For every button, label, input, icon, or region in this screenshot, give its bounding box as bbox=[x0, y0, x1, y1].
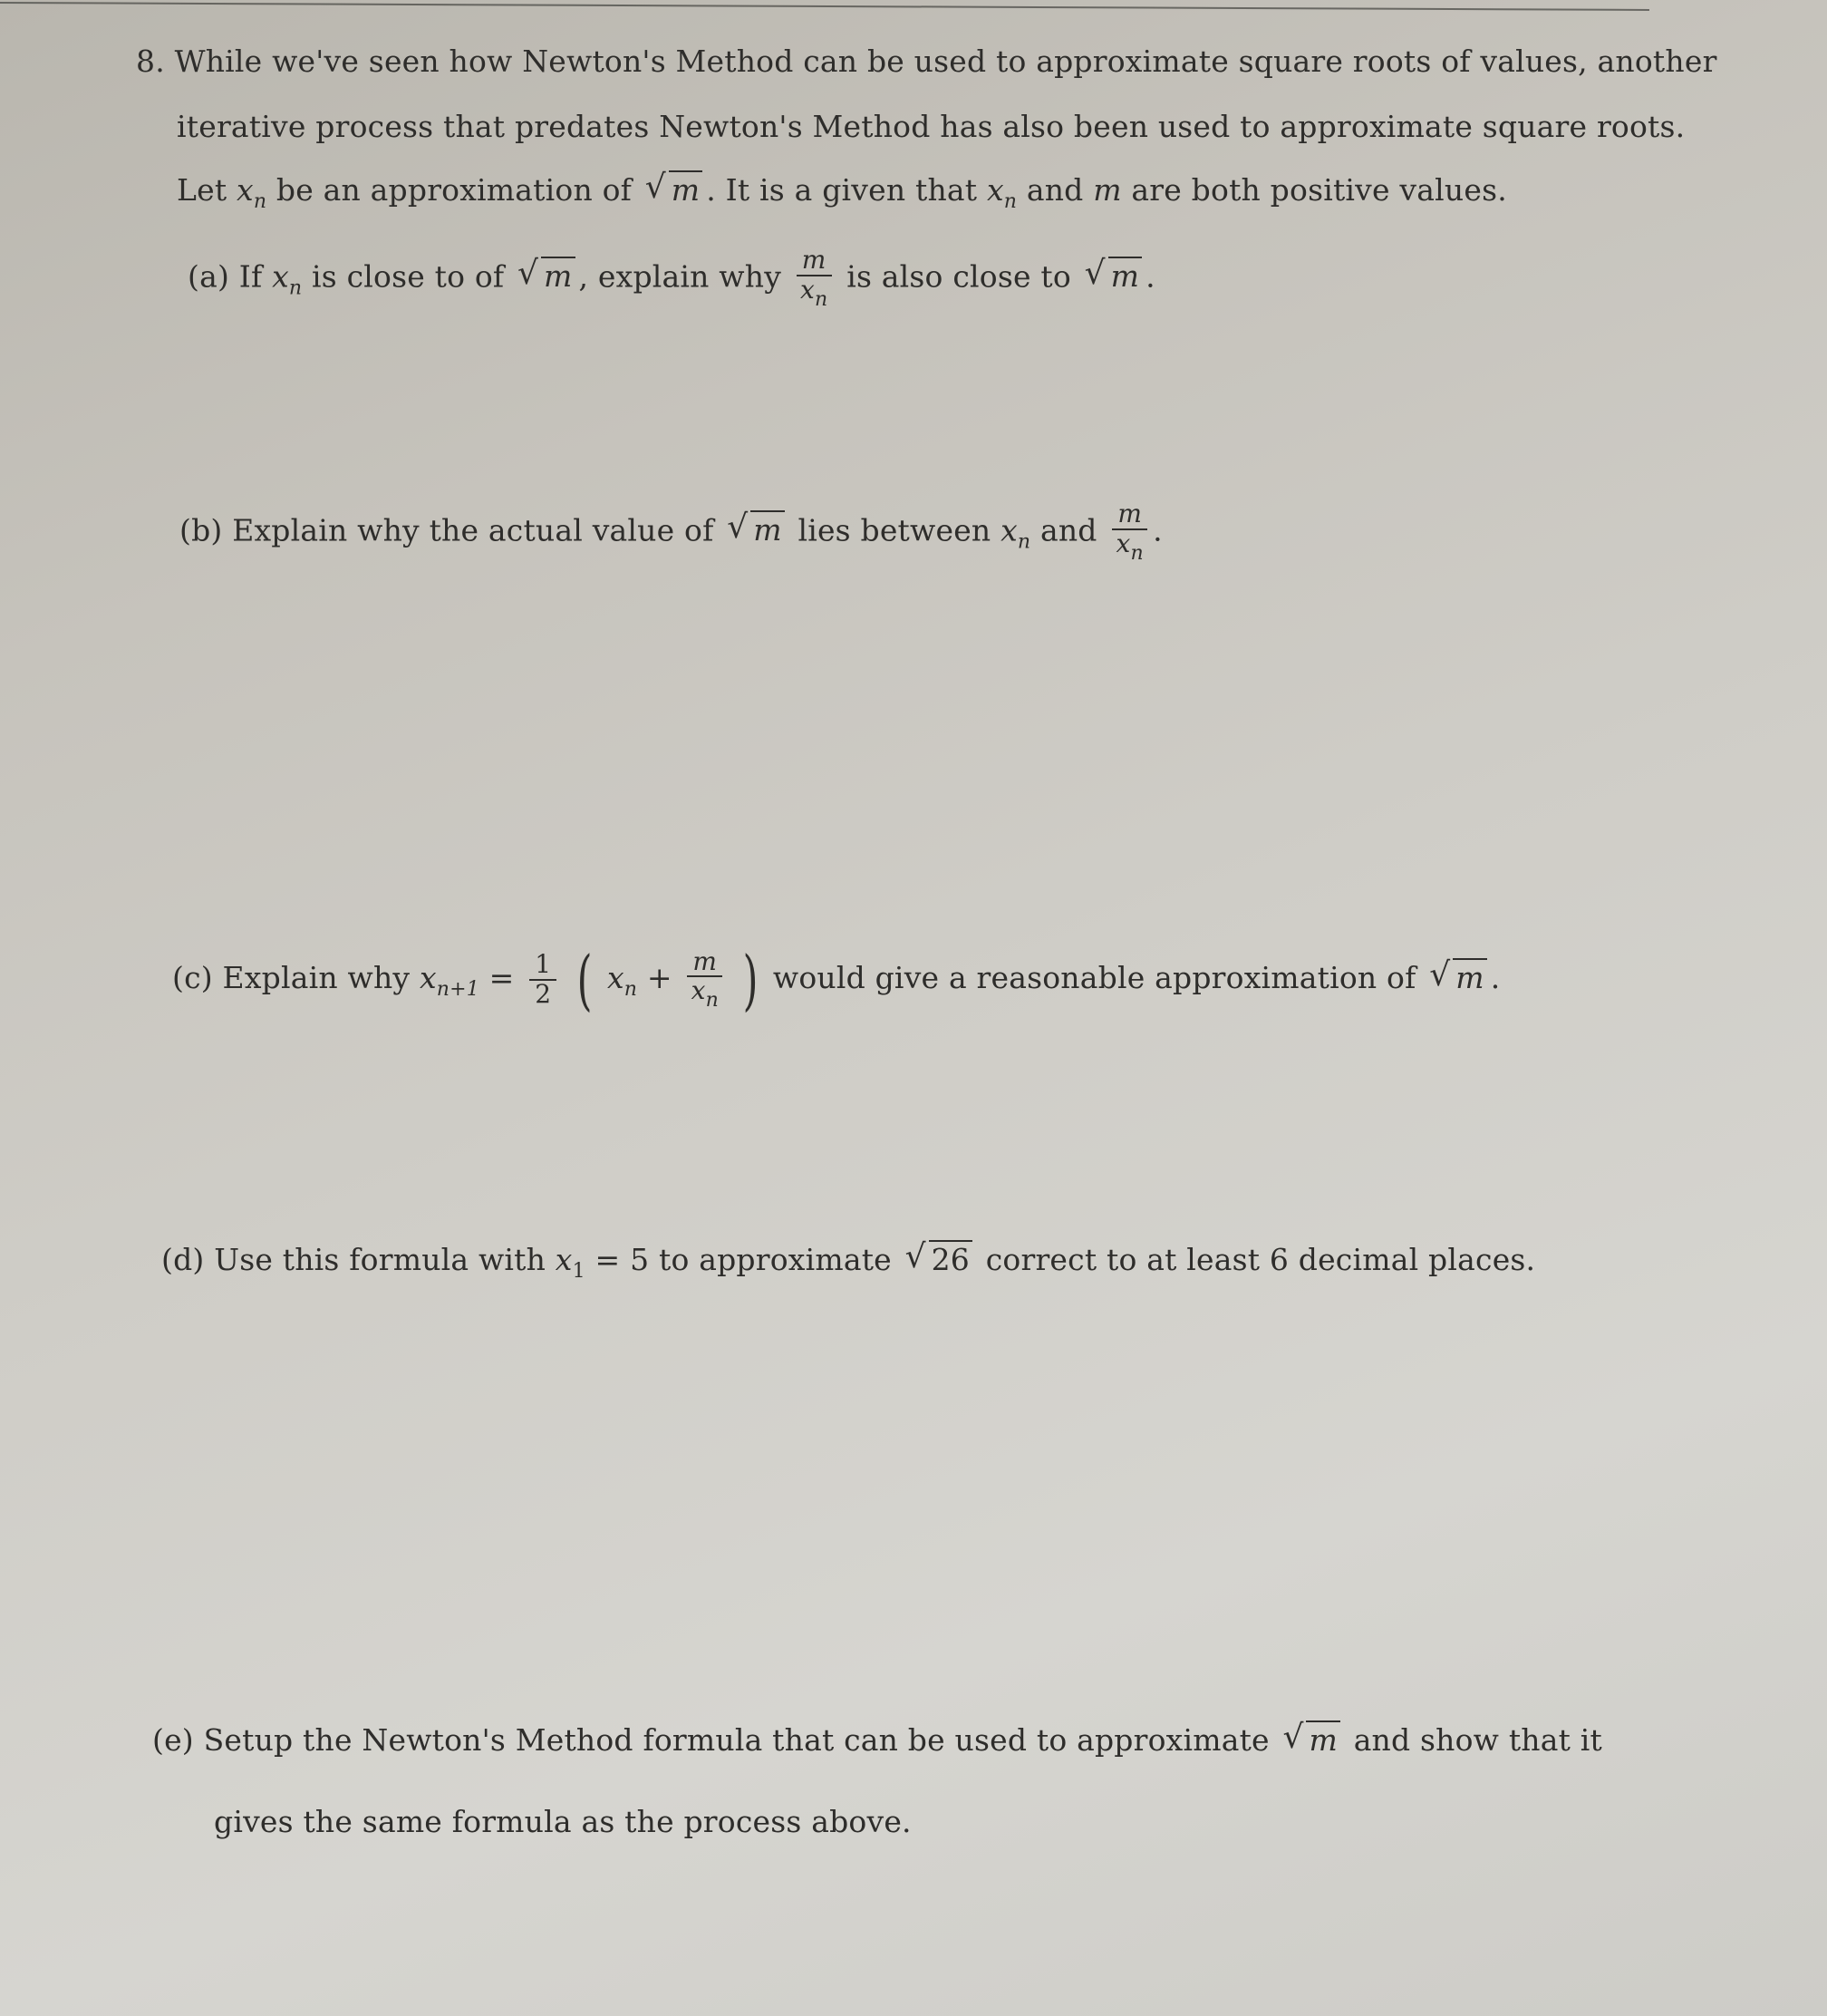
part-e-line-1: (e) Setup the Newton's Method formula that can be used to approximate √ m and show that it bbox=[152, 1722, 1602, 1758]
top-divider bbox=[0, 2, 1649, 11]
part-d: (d) Use this formula with $x_1 = 5$ to approximate √ 26 correct to at least 6 decimal places. bbox=[161, 1242, 1535, 1283]
part-a: (a) If $x_n$ is close to of √ m , explain why $\frac{m}{x_n}$ is also close to √ m . bbox=[188, 247, 1155, 311]
left-paren: ( bbox=[576, 942, 593, 1018]
sqrt-m: √ m bbox=[645, 172, 703, 208]
sqrt-m: √ m bbox=[1282, 1722, 1340, 1758]
sqrt-m: √ m bbox=[1429, 960, 1487, 995]
problem-intro-line-1: 8. While we've seen how Newton's Method can be used to approximate square roots of values, another bbox=[136, 44, 1717, 79]
problem-intro-line-3: Let $x_n$ be an approximation of √ m . It is a given that $x_n$ and m are both positive values. bbox=[177, 172, 1507, 213]
sqrt-m: √ m bbox=[1085, 258, 1143, 294]
fraction-m-over-xn: $\frac{m}{x_n}$ bbox=[1112, 500, 1147, 565]
part-label: (a) bbox=[188, 258, 230, 295]
part-c: (c) Explain why $x_{n+1}$ = $\frac{1}{2}$ ( $x_n$ + $\frac{m}{x_n}$ ) would give a reasonable approximation of √ m . bbox=[172, 947, 1500, 1013]
right-paren: ) bbox=[742, 942, 759, 1018]
fraction-one-half: $\frac{1}{2}$ bbox=[529, 951, 556, 1009]
problem-intro-line-2: iterative process that predates Newton's Method has also been used to approximate square roots. bbox=[177, 109, 1686, 144]
part-e-line-2: gives the same formula as the process above. bbox=[214, 1804, 912, 1839]
part-label: (e) bbox=[152, 1722, 194, 1758]
fraction-m-over-xn: $\frac{m}{x_n}$ bbox=[797, 247, 832, 311]
part-label: (c) bbox=[172, 960, 213, 995]
part-label: (b) bbox=[179, 512, 223, 548]
part-b: (b) Explain why the actual value of √ m lies between $x_n$ and $\frac{m}{x_n}$ . bbox=[179, 500, 1163, 565]
problem-number: 8. bbox=[136, 44, 165, 79]
part-label: (d) bbox=[161, 1242, 205, 1277]
sqrt-m: √ m bbox=[727, 512, 785, 548]
sqrt-m: √ m bbox=[517, 258, 575, 294]
fraction-m-over-xn: $\frac{m}{x_n}$ bbox=[687, 948, 722, 1013]
sqrt-26: √ 26 bbox=[905, 1242, 972, 1277]
